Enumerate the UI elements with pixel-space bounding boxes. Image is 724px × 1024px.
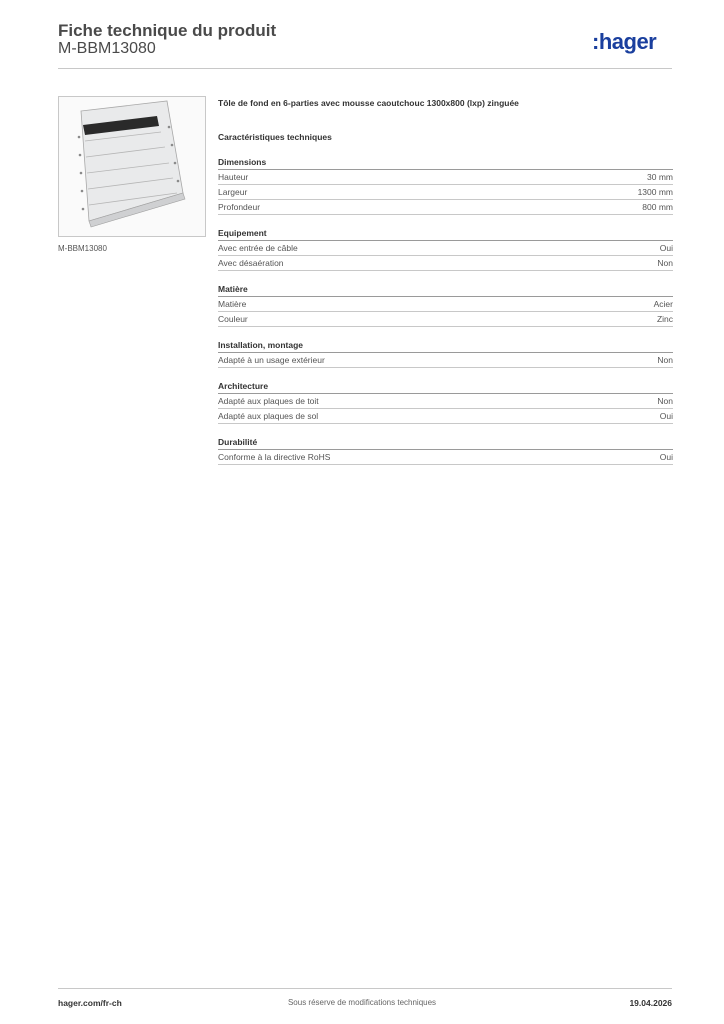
product-details bbox=[218, 96, 673, 465]
header-divider bbox=[58, 68, 672, 69]
footer-disclaimer: Sous réserve de modifications techniques bbox=[287, 998, 437, 1007]
product-image-caption: M-BBM13080 bbox=[58, 244, 107, 253]
spec-value: 30 mm bbox=[647, 172, 673, 182]
section-title: Equipement bbox=[218, 227, 673, 241]
spec-value: Oui bbox=[659, 243, 673, 253]
spec-value: 800 mm bbox=[642, 202, 673, 212]
spec-row bbox=[218, 394, 673, 409]
spec-label: Conforme à la directive RoHS bbox=[218, 452, 331, 462]
section-title: Durabilité bbox=[218, 436, 673, 450]
spec-row bbox=[218, 297, 673, 312]
product-image bbox=[58, 96, 206, 237]
spec-label: Matière bbox=[218, 299, 247, 309]
spec-row bbox=[218, 241, 673, 256]
spec-value: Non bbox=[657, 258, 673, 268]
section-dimensions bbox=[218, 156, 673, 215]
spec-row bbox=[218, 256, 673, 271]
section-architecture bbox=[218, 380, 673, 424]
spec-row bbox=[218, 353, 673, 368]
section-title: Architecture bbox=[218, 380, 673, 394]
spec-label: Adapté à un usage extérieur bbox=[218, 355, 325, 365]
footer-date: 19.04.2026 bbox=[629, 998, 672, 1008]
hager-logo: :hager bbox=[592, 29, 657, 54]
spec-label: Avec désaération bbox=[218, 258, 284, 268]
spec-label: Adapté aux plaques de toit bbox=[218, 396, 319, 406]
section-equipement bbox=[218, 227, 673, 271]
spec-row bbox=[218, 170, 673, 185]
specs-heading: Caractéristiques techniques bbox=[218, 132, 332, 142]
spec-row bbox=[218, 450, 673, 465]
section-durabilite bbox=[218, 436, 673, 465]
spec-row bbox=[218, 312, 673, 327]
spec-value: Oui bbox=[659, 452, 673, 462]
spec-row bbox=[218, 409, 673, 424]
spec-label: Avec entrée de câble bbox=[218, 243, 298, 253]
spec-label: Profondeur bbox=[218, 202, 261, 212]
spec-row bbox=[218, 185, 673, 200]
product-reference: M-BBM13080 bbox=[58, 40, 156, 57]
product-description: Tôle de fond en 6-parties avec mousse caoutchouc 1300x800 (lxp) zinguée bbox=[218, 98, 519, 108]
section-title: Dimensions bbox=[218, 156, 673, 170]
spec-label: Largeur bbox=[218, 187, 248, 197]
page-title: Fiche technique du produit bbox=[58, 21, 277, 40]
section-matiere bbox=[218, 283, 673, 327]
spec-value: Oui bbox=[659, 411, 673, 421]
section-installation bbox=[218, 339, 673, 368]
footer-website-link[interactable]: hager.com/fr-ch bbox=[58, 998, 122, 1008]
spec-label: Hauteur bbox=[218, 172, 249, 182]
spec-value: 1300 mm bbox=[637, 187, 673, 197]
spec-row bbox=[218, 200, 673, 215]
spec-label: Couleur bbox=[218, 314, 248, 324]
section-title: Matière bbox=[218, 283, 673, 297]
spec-label: Adapté aux plaques de sol bbox=[218, 411, 319, 421]
footer-divider bbox=[58, 988, 672, 989]
spec-value: Non bbox=[657, 355, 673, 365]
spec-value: Zinc bbox=[656, 314, 673, 324]
section-title: Installation, montage bbox=[218, 339, 673, 353]
spec-value: Acier bbox=[653, 299, 673, 309]
spec-value: Non bbox=[657, 396, 673, 406]
panel-illustration bbox=[59, 97, 205, 236]
